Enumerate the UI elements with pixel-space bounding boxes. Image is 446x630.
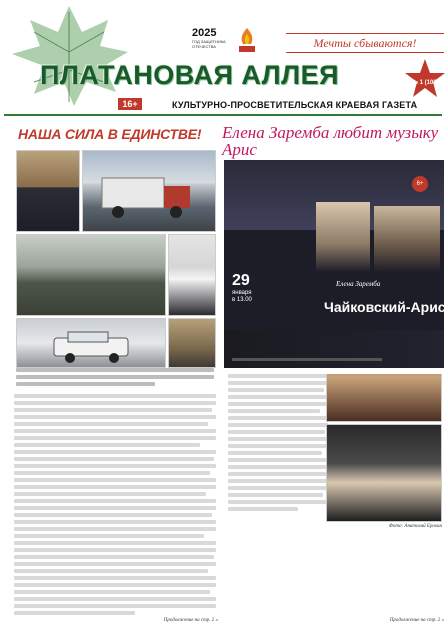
- concert-month: января: [232, 290, 252, 296]
- poster-lower-band: [224, 330, 444, 368]
- concert-day: 29: [232, 272, 250, 289]
- performer-name: Елена Заремба: [336, 280, 381, 288]
- right-article-body: [228, 374, 442, 528]
- suv-illustration: [48, 330, 138, 366]
- right-photo-caption: Фото: Анатолий Ерохин: [388, 524, 442, 529]
- poster-age-badge: 6+: [412, 176, 428, 192]
- age-rating-badge: 16+: [118, 98, 142, 110]
- concert-date: [232, 290, 252, 304]
- year-number: 2025: [192, 27, 217, 39]
- poster-portrait: [316, 202, 370, 272]
- pianist-photo: [326, 424, 442, 522]
- eternal-flame-icon: [236, 26, 258, 54]
- newspaper-title: ПЛАТАНОВАЯ АЛЛЕЯ: [40, 60, 339, 90]
- year-badge: [192, 28, 232, 52]
- left-photo-caption: [16, 368, 214, 389]
- concert-poster: [224, 160, 444, 368]
- poster-footer-line: [232, 358, 382, 361]
- red-star-icon: [404, 58, 446, 98]
- article-photo-crowd: [168, 318, 216, 368]
- truck-illustration: [100, 172, 200, 222]
- left-continued-note: Продолжение на стр. 2 »: [163, 618, 218, 623]
- article-photo-group: [16, 234, 166, 316]
- right-continued-note: Продолжение на стр. 2 »: [389, 618, 444, 623]
- right-article-headline: Елена Заремба любит музыку Арис: [222, 123, 439, 159]
- slogan-banner: Мечты сбываются!: [286, 33, 444, 53]
- concert-time: в 13.00: [232, 297, 252, 303]
- issue-number: № 1 (103): [411, 80, 439, 86]
- concert-title: Чайковский-Арис: [324, 299, 446, 315]
- left-article-body: [14, 394, 216, 619]
- newspaper-subtitle: КУЛЬТУРНО-ПРОСВЕТИТЕЛЬСКАЯ КРАЕВАЯ ГАЗЕТА: [172, 100, 418, 110]
- left-article-headline: НАША СИЛА В ЕДИНСТВЕ!: [18, 126, 202, 142]
- article-photo-speaker: [16, 150, 80, 232]
- poster-performers: [374, 206, 440, 272]
- concert-hall-photo: [326, 374, 442, 422]
- article-photo-man: [168, 234, 216, 316]
- header-divider: [4, 114, 442, 116]
- masthead: [0, 0, 446, 118]
- year-caption: ГОД ЗАЩИТНИКА ОТЕЧЕСТВА: [192, 39, 226, 49]
